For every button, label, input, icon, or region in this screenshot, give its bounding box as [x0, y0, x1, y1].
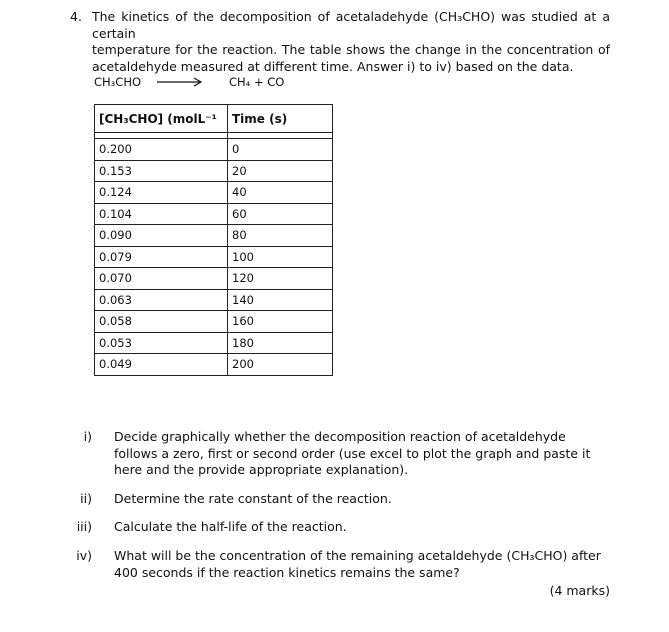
- concentration-cell: 0.104: [95, 203, 228, 225]
- part-text: Determine the rate constant of the reaction.: [114, 491, 392, 506]
- time-cell: 160: [228, 311, 333, 333]
- marks-allocation: (4 marks): [549, 583, 610, 598]
- concentration-cell: 0.070: [95, 268, 228, 290]
- time-cell: 20: [228, 160, 333, 182]
- table-row: [95, 268, 333, 290]
- time-cell: 140: [228, 289, 333, 311]
- concentration-cell: 0.124: [95, 182, 228, 204]
- part-label: i): [83, 429, 92, 444]
- table-row: [95, 225, 333, 247]
- time-cell: 60: [228, 203, 333, 225]
- time-cell: 80: [228, 225, 333, 247]
- time-cell: 120: [228, 268, 333, 290]
- intro-line: temperature for the reaction. The table shows the change in the concentration of: [92, 42, 610, 57]
- table-row: [95, 354, 333, 376]
- concentration-cell: 0.063: [95, 289, 228, 311]
- concentration-cell: 0.079: [95, 246, 228, 268]
- table-row: [95, 332, 333, 354]
- part-label: iii): [76, 519, 92, 534]
- table-row: [95, 246, 333, 268]
- question-number: 4.: [70, 9, 82, 24]
- concentration-cell: 0.058: [95, 311, 228, 333]
- time-cell: 100: [228, 246, 333, 268]
- products: CH₄ + CO: [229, 75, 285, 89]
- header-concentration: [CH₃CHO] (molL⁻¹: [95, 105, 228, 133]
- part-label: ii): [80, 491, 92, 506]
- concentration-cell: 0.049: [95, 354, 228, 376]
- part-text: What will be the concentration of the remaining acetaldehyde (CH₃CHO) after 400 seconds if the reaction kinetics remains the same?: [114, 548, 601, 580]
- table-row: [95, 203, 333, 225]
- time-cell: 40: [228, 182, 333, 204]
- intro-line: The kinetics of the decomposition of acetaladehyde (CH₃CHO) was studied at a certain: [92, 9, 610, 41]
- concentration-cell: 0.090: [95, 225, 228, 247]
- part-label: iv): [76, 548, 92, 563]
- concentration-cell: 0.053: [95, 332, 228, 354]
- table-row: [95, 139, 333, 161]
- table-header-row: [95, 105, 333, 133]
- concentration-cell: 0.153: [95, 160, 228, 182]
- part-text: Decide graphically whether the decomposition reaction of acetaldehyde follows a zero, first or second order (use excel to plot the graph and paste it here and the provide appropriate explanation).: [114, 429, 591, 477]
- table-row: [95, 289, 333, 311]
- reaction-arrow-icon: [157, 74, 203, 90]
- table-row: [95, 160, 333, 182]
- time-cell: 200: [228, 354, 333, 376]
- time-cell: 0: [228, 139, 333, 161]
- part-text: Calculate the half-life of the reaction.: [114, 519, 347, 534]
- header-time: Time (s): [228, 105, 333, 133]
- concentration-time-table: [94, 104, 333, 376]
- concentration-cell: 0.200: [95, 139, 228, 161]
- reactant: CH₃CHO: [94, 75, 142, 89]
- time-cell: 180: [228, 332, 333, 354]
- table-row: [95, 182, 333, 204]
- table-row: [95, 311, 333, 333]
- intro-line: acetaldehyde measured at different time. Answer i) to iv) based on the data.: [92, 58, 574, 74]
- question-intro: [92, 9, 610, 75]
